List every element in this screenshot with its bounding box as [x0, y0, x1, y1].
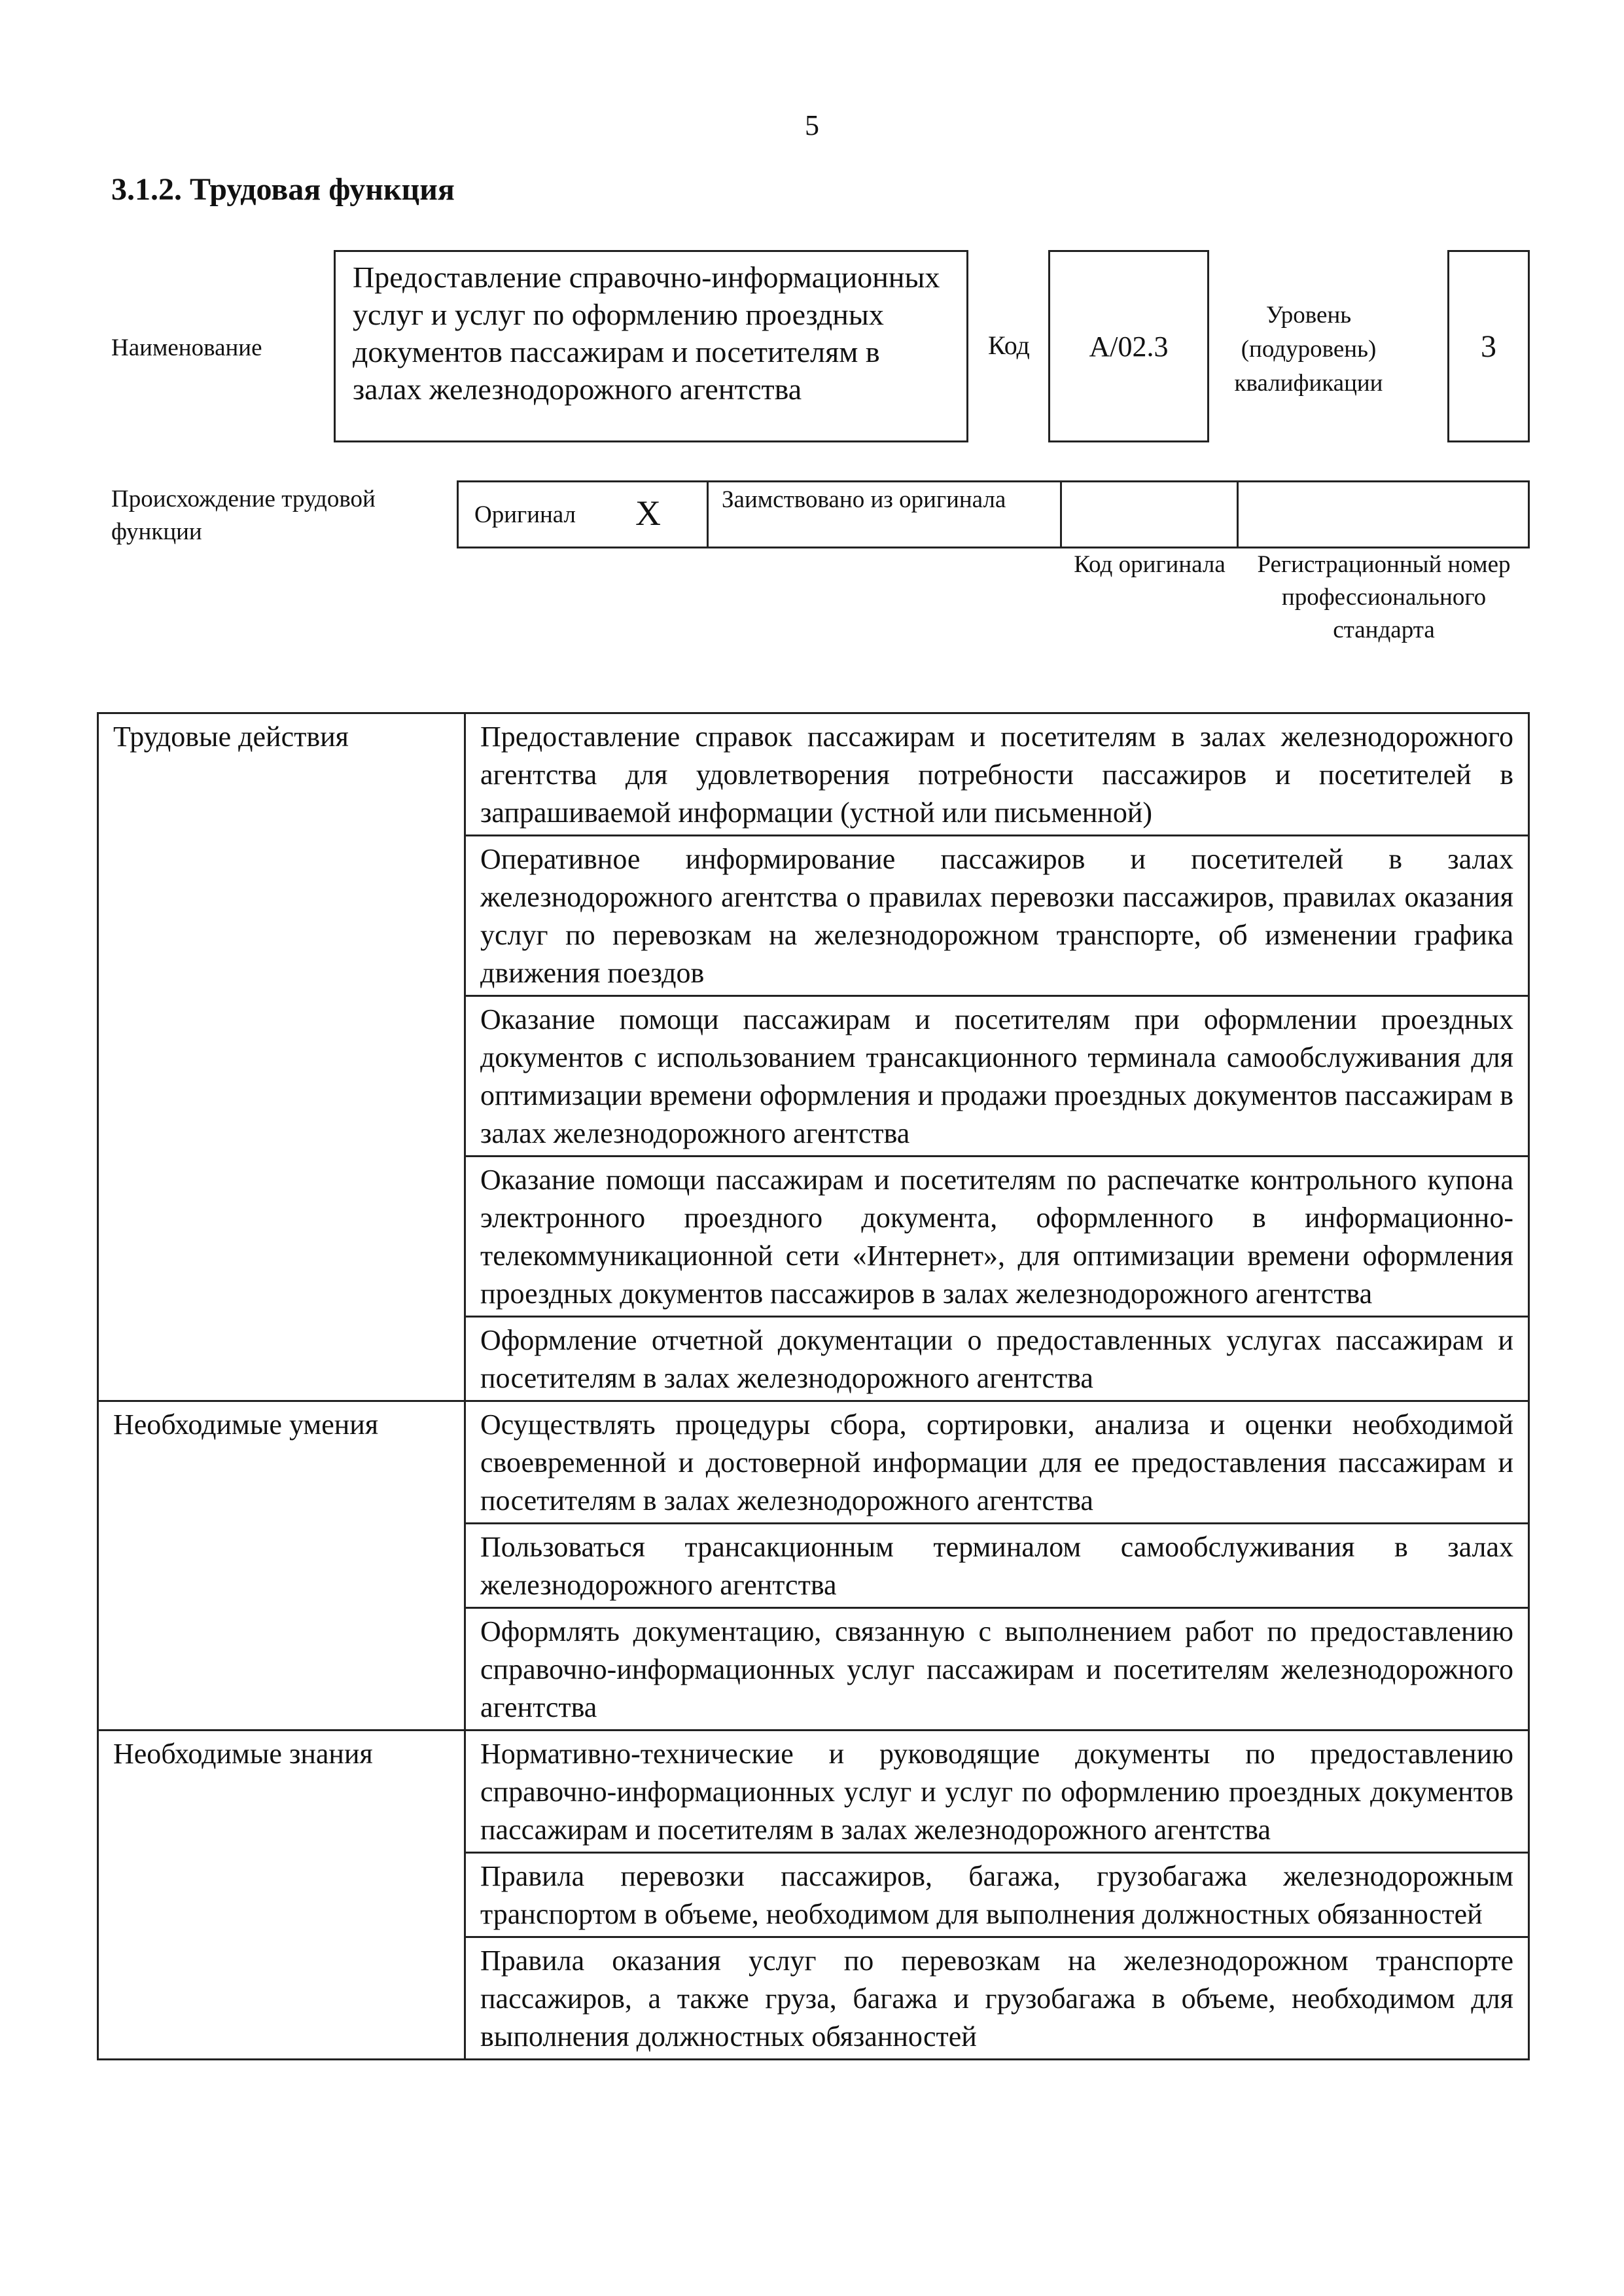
page-number: 5 — [805, 109, 819, 141]
borrowed-label: Заимствовано из оригинала — [722, 486, 1006, 513]
table-row — [98, 1731, 1529, 1853]
name-label: Наименование — [111, 334, 262, 361]
code-label: Код — [988, 331, 1030, 360]
original-label: Оригинал — [474, 501, 576, 528]
skill-item: Пользоваться трансакционным терминалом самообслуживания в залах железнодорожного агентства — [465, 1524, 1529, 1608]
reg-number-caption: Регистрационный номер профессионального стандарта — [1257, 551, 1511, 643]
borrowed-cell — [709, 482, 1062, 547]
labor-action-item: Оперативное информирование пассажиров и посетителей в залах железнодорожного агентства о правилах перевозки пассажиров, правилах оказания услуг по перевозкам на железнодорожном транспорте, об изменении графика движения поездов — [465, 836, 1529, 996]
required-knowledge-label: Необходимые знания — [98, 1731, 465, 2060]
code-original-caption: Код оригинала — [1074, 551, 1226, 578]
labor-action-item: Предоставление справок пассажирам и посетителям в залах железнодорожного агентства для удовлетворения потребности пассажиров и посетителей в запрашиваемой информации (устной или письменной) — [465, 713, 1529, 836]
labor-action-item: Оказание помощи пассажирам и посетителям при оформлении проездных документов с использованием трансакционного терминала самообслуживания для оптимизации времени оформления и продажи проездных документов пассажирам в залах железнодорожного агентства — [465, 996, 1529, 1157]
code-original-cell — [1062, 482, 1239, 547]
skill-item: Осуществлять процедуры сбора, сортировки, анализа и оценки необходимой своевременной и достоверной информации для ее предоставления пассажирам и посетителям в залах железнодорожного агентства — [465, 1401, 1529, 1524]
code-value: A/02.3 — [1048, 250, 1209, 442]
level-label: Уровень (подуровень) квалификации — [1234, 302, 1383, 397]
table-row — [98, 1401, 1529, 1524]
origin-label: Происхождение трудовой функции — [111, 486, 376, 545]
labor-function-table — [97, 712, 1530, 2060]
table-row — [98, 713, 1529, 836]
reg-number-cell — [1239, 482, 1528, 547]
knowledge-item: Правила оказания услуг по перевозкам на железнодорожном транспорте пассажиров, а также груза, багажа и грузобагажа в объеме, необходимом для выполнения должностных обязанностей — [465, 1937, 1529, 2060]
skill-item: Оформлять документацию, связанную с выполнением работ по предоставлению справочно-информационных услуг пассажирам и посетителям железнодорожного агентства — [465, 1608, 1529, 1731]
labor-action-item: Оформление отчетной документации о предоставленных услугах пассажирам и посетителям в залах железнодорожного агентства — [465, 1317, 1529, 1401]
required-skills-label: Необходимые умения — [98, 1401, 465, 1731]
knowledge-item: Правила перевозки пассажиров, багажа, грузобагажа железнодорожным транспортом в объеме, необходимом для выполнения должностных обязанностей — [465, 1853, 1529, 1937]
labor-actions-label: Трудовые действия — [98, 713, 465, 1401]
name-value: Предоставление справочно-информационных услуг и услуг по оформлению проездных документов пассажирам и посетителям в залах железнодорожного агентства — [334, 250, 968, 442]
labor-action-item: Оказание помощи пассажирам и посетителям по распечатке контрольного купона электронного проездного документа, оформленного в информационно-телекоммуникационной сети «Интернет», для оптимизации времени оформления проездных документов пассажиров в залах железнодорожного агентства — [465, 1157, 1529, 1317]
origin-row — [457, 480, 1530, 548]
original-mark: X — [635, 493, 661, 533]
knowledge-item: Нормативно-технические и руководящие документы по предоставлению справочно-информационных услуг и услуг по оформлению проездных документов пассажирам и посетителям в залах железнодорожного агентства — [465, 1731, 1529, 1853]
level-value: 3 — [1447, 250, 1530, 442]
original-cell — [459, 482, 709, 547]
section-title: 3.1.2. Трудовая функция — [111, 172, 455, 207]
